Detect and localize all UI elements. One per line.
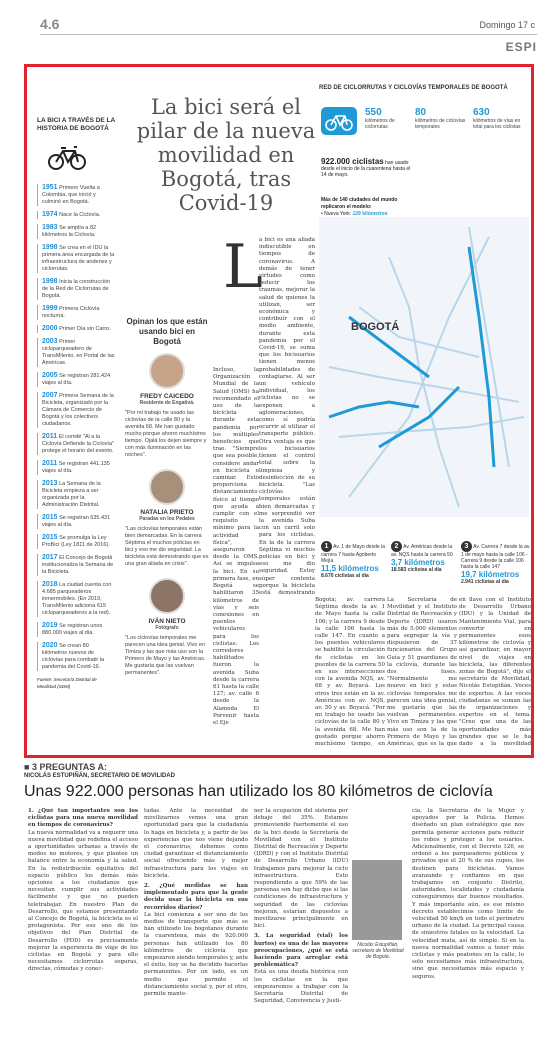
answer: La bici comienza a ser uno de los medios de transporte que más se han utilizado los bogotanos durante la cuarentena, más de 920.000 personas han utilizado los 80 kilómetros de ciclovía que empezaron siendo temporales y, ante el éxito, hoy se ha decidido hacerlas permanentes. Por un lado, es un medio que permite el distanciamiento social y, por el otro, permite mante-	[144, 911, 248, 998]
article-column-2: Incluso, la Organización Mundial de la Salud (OMS) ha recomendado el uso de la bicicleta durante esta pandemia por los múltiples beneficios que trae. "Siempre que sea posible, considere andar en bicicleta o caminar. Esto proporciona distanciamiento físico al tiempo que ayuda a cumplir con el requisito mínimo para la actividad física", aseguraron desde la OMS. Así se impulsa la bici. En su primera fase, en Bogotá se habilitaron 35 kilómetros de vías y seis conexiones en puentes vehiculares para los ciclistas. Los corredores habilitados fueron la avenida Suba desde la carrera 61 hasta la calle 127; av. calle 6 desde la Alameda El Porvenir hasta el Eje	[213, 367, 259, 726]
event-year: 2000	[42, 325, 58, 332]
event-text: Primera Semana de la Bicicleta, organizado por la Cámara de Comercio de Bogotá y los colectivos ciudadanos.	[42, 393, 114, 427]
timeline-event	[37, 278, 115, 300]
article-column-1: a bici es una aliada indiscutible en tiempos de coronavirus. A demás de tener virtudes como reducir los traumas, mejorar la salud de quienes la utilizan, ser económica y contribuir con el medio ambiente, durante esta pandemia por el Covid-19, se suma que los bicisuarios tienen menos probabilidades de contagiarse. Al ser un vehículo individual, los ciclistas no se exponen a aglomeraciones, como sí podría ocurrir al utilizar el transporte público. Otra ventaja es que los bicisuarios tienen el control total sobre la limpieza y desinfección de su bicicleta. "Las ciclovías temporales están bien demarcadas y me sorprendió ver la avenida Suba con un carril solo para los ciclistas. En la de la carrera Séptima vi muchos policías en bici y eso me dio seguridad. Estoy súper contenta porque la bicicleta está demostrando	[259, 237, 315, 596]
timeline-event	[37, 325, 115, 333]
feature-title: La bici será el pilar de la nueva movilidad en Bogotá, tras Covid-19	[136, 95, 316, 215]
route-callout: 2 Av. Américas desde la av. NQS hasta la carrera 50 3,7 kilómetros 18.583 ciclistas al día	[391, 543, 453, 573]
route-callout: 3 Av. Carrera 7 desde la av. 1 de mayo hasta la calle 106 - Carrera 9 desde la calle 106 hasta la calle 147 19,7 kilómetros 2.941 ciclistas al día	[461, 543, 531, 585]
interview-byline: NICOLÁS ESTUPIÑÁN, SECRETARIO DE MOVILIDAD	[24, 773, 175, 779]
event-text: El comité "Al a la Ciclovía Defiende la Ciclovía" protege el horario del evento.	[42, 434, 114, 454]
event-year: 1999	[42, 305, 58, 312]
event-year: 2017	[42, 554, 58, 561]
timeline-event	[37, 244, 115, 273]
section-name: ESPI	[505, 40, 537, 54]
page-number: 4.6	[40, 16, 60, 32]
person-name: IVÁN NIETO	[148, 618, 186, 625]
question: 3. La seguridad (vial) los hurtos) es una de las mayores preocupaciones, ¿qué se está haciendo para arreglar está problemática?	[254, 933, 348, 969]
answer: tadas. Ante la necesidad de movilizarnos vemos una gran oportunidad para que la ciudadanía lo haga en bicicleta y, a partir de las experiencias que nos viene dejando el coronavirus, debemos como ciudad garantizar el distanciamiento social ofreciendo más y mejor infraestructura para los viajes en bicicleta.	[144, 808, 248, 879]
interview-kicker: ■ 3 PREGUNTAS A:	[24, 762, 107, 772]
event-year: 2003	[42, 338, 58, 345]
route-callout: 1 Av. 1 de Mayo desde la carrera 7 hasta Agoberto Mejía 11,5 kilómetros 8.670 ciclistas al día	[321, 543, 385, 579]
interview-section	[24, 762, 536, 801]
interview-column-4: cia, la Secretaría de la Mujer y apoyados por la Policía. Hemos diseñado un plan estratégico que nos permita generar acciones para reducir los robos y proteger a los usuarios. Adicionalmente, con el Decreto 126, se ordenó a los parqueaderos públicos y privados que el 20 % de sus cupos, los destinen para bicicletas. Vamos avanzando y confiamos en que trabajamos en conjunto Distrito, autoridades, localidades y ciudadanía conseguiremos dar buenos resultados. Y más importante aún, es ese mismo decreto establecimos como límite de velocidad 50 km/h en todo el perímetro urbano de la ciudad. La principal causa de siniestros fatales es la velocidad. La velocidad mata, así de simple. Si en la nueva normalidad vamos a tener más ciclistas y más peatones en la calle, lo solo necesitamos más infraestructura, sino que necesitamos más espacio y seguros.	[412, 808, 524, 980]
timeline-event	[37, 211, 115, 219]
event-year: 1998	[42, 278, 58, 285]
article-column-5: en llave con el Instituto de Desarrollo Urbano (IDU) y la Unidad de Mantenimiento Vial, para convertir en permanentes esos kilómetros de ciclovía y así garantizar, en mayor nivel de viajes en bicicleta, las diferentes zonas de Bogotá", dijo el secretario de Movilidad, Nicolás Estupiñán. Voces de expertos. A las voces ciudadanas se suman las de organizaciones y expertos en el tema. "Creo que una de las oportunidades más grandes que se le ha dado a la movilidad	[459, 597, 531, 747]
question: 1. ¿Qué tan importantes son los ciclistas para una nueva movilidad en tiempos de coronavirus?	[28, 808, 138, 829]
interview-column-2	[144, 808, 248, 1042]
bogota-bike-map	[319, 217, 529, 517]
event-year: 1983	[42, 224, 58, 231]
event-year: 1998	[42, 244, 58, 251]
event-text: Primer cicloparqueadero de TransMilenio, en Portal de las Américas.	[42, 339, 115, 366]
event-text: Inicia la construcción de la Red de Ciclorrutas de Bogotá.	[42, 279, 111, 299]
person-quote: "Las ciclovías temporales están bien demarcadas. En la carrera Séptima el muchos policías en bici y eso me dio seguridad. La bicicleta está demostrando que es una gran aliada en crisis".	[125, 526, 209, 567]
event-year: 2013	[42, 480, 58, 487]
event-text: Se registran 441.135 viajes al día.	[42, 461, 110, 474]
timeline-event	[37, 642, 115, 671]
interview-column-1	[28, 808, 138, 1042]
compare-item: • París: 97 kilómetros	[321, 218, 371, 224]
timeline-event	[37, 224, 115, 239]
feature-story-frame	[24, 64, 534, 758]
photo-caption: Nicolás Estupiñán, secretario de Movilidad de Bogotá.	[352, 942, 404, 960]
event-text: Nace la Ciclovía.	[59, 212, 101, 218]
avatar	[149, 353, 185, 389]
event-text: El Concejo de Bogotá institucionaliza la Semana de la Bicicleta.	[42, 555, 114, 575]
page-header	[0, 0, 545, 60]
person-quote: "Los ciclovías temporales me parecen una idea genial. Vivo en Timiza y las que más uso son la Primero de Mayo y las Américas. Me gustaría que las vuelvan permanentes".	[125, 635, 206, 676]
drop-cap: L	[223, 232, 263, 302]
event-year: 2015	[42, 514, 58, 521]
avatar	[149, 578, 185, 614]
question: 2. ¿Qué medidas se han implementado para que la gente decida usar la bicicleta en sus recorridos diarios?	[144, 883, 248, 911]
event-text: La Semana de la Bicicleta empieza a ser organizada por la Administración Distrital.	[42, 481, 101, 508]
timeline-event	[37, 480, 115, 509]
timeline-event	[37, 460, 115, 475]
stat-temporales: 80 kilómetros de ciclovías temporales	[415, 107, 466, 130]
timeline-event	[37, 433, 115, 455]
opinion-item	[125, 353, 209, 459]
article-column-3: Bogotá; av. carrera Séptima desde la av. 1 de Mayo hasta la calle 106; y la carrera 9 desde la calle 106 hasta la calle 147. En cuanto a los puentes vehiculares se habilitó la circulación de ciclistas en los puentes de la carrera 50 en sus intersecciones con la avenida NQS, av. 68 y av. Boyacá. Los otros tres están en la av. Américas con av. NQS, av. 50 y av. Boyacá. "Por mi trabajo he usado las ciclovías de la calle 80 y la avenida 68. Me han gustado porque ahorro muchísimo tiempo, en	[315, 597, 385, 747]
person-role: Fotógrafo	[155, 625, 179, 631]
event-year: 2005	[42, 372, 58, 379]
avatar	[149, 469, 185, 505]
event-year: 2015	[42, 534, 58, 541]
person-role: Paradas en los Pedales	[139, 516, 195, 522]
opinion-item	[125, 578, 209, 677]
users-box	[321, 159, 411, 178]
stat-ciclorrutas: 550 kilómetros de ciclorrutas	[365, 107, 395, 130]
portrait-photo	[352, 860, 402, 940]
page-date: Domingo 17 c	[479, 20, 535, 30]
timeline-event	[37, 622, 115, 637]
event-text: Se crean 80 kilómetros nuevos de ciclovías para combatir la pandemia del Covid-19.	[42, 643, 105, 670]
opinions-box	[125, 317, 209, 677]
compare-heading: Más de 140 ciudades del mundo replicaron el modelo:	[321, 197, 398, 210]
timeline-event	[37, 534, 115, 549]
answer: ner la ocupación del sistema por debajo del 35%. Estamos promoviendo fuertemente el uso de la bici desde la Secretaría de Movilidad con el Instituto Distrital de Recreación y Deporte (IDRD) y con el Instituto Distrital de Desarrollo Urbano (IDU) trabajamos para mejorar la ciclo infraestructura. Esto respondiendo a que 59% de las personas son hay dicho que si las condiciones de infraestructura y seguridad de las ciclovías mejoran, estarían dispuestos a movilizarse principalmente en bici.	[254, 808, 348, 930]
timeline-events	[37, 184, 115, 671]
timeline-event	[37, 338, 115, 367]
event-text: Se registran 281.424 viajes al día.	[42, 373, 111, 386]
timeline-event	[37, 184, 115, 206]
timeline-event	[37, 554, 115, 576]
person-name: FREDY CAICEDO	[140, 393, 194, 400]
event-year: 2020	[42, 642, 58, 649]
users-count: 922.000 ciclistas	[321, 157, 384, 166]
timeline	[37, 117, 115, 690]
event-text: Primera Ciclovía nocturna.	[42, 306, 100, 319]
event-text: Primer Día sin Carro.	[59, 326, 111, 332]
timeline-event	[37, 305, 115, 320]
event-year: 2011	[42, 433, 58, 440]
event-year: 2019	[42, 622, 58, 629]
opinions-heading: Opinan los que están usando bici en Bogotá	[126, 317, 208, 346]
event-text: Primero Vuelta a Colombia, que inició y culminó en Bogotá.	[42, 185, 100, 205]
timeline-source: Fuente: Secretaría Distrital de Movilidad (SDM)	[37, 677, 97, 689]
person-role: Residente de Engativá.	[139, 400, 195, 406]
event-year: 1951	[42, 184, 58, 191]
answer: La nueva normalidad va a requerir una nueva movilidad que redefina el acceso a oportunidades urbanas a través de modos no motores, y que plantee un balance entre la economía y la salud. En la redistribución equitativa del espacio público los demás más opciones a los ciudadanos que necesitan cumplir sus actividades fácilmente y que no pueden teletrabajar. En nuestro Plan de Desarrollo, que estamos presentando al Concejo de Bogotá, la bicicleta es el protagonista. Por eso uno de los objetivos del Plan Distrital de Desarrollo (PDD) es precisamente mejorar la experiencia de viaje de los ciclistas en Bogotá y para ello necesitamos ciclorrutas seguras, directas, cómodas y conec-	[28, 829, 138, 973]
event-text: Se promulga la Ley ProBici (Ley 1811 de 2016).	[42, 535, 110, 548]
event-year: 2007	[42, 392, 58, 399]
timeline-event	[37, 581, 115, 617]
map-heading: RED DE CICLORRUTAS Y CICLOVÍAS TEMPORALES DE BOGOTÁ	[319, 85, 508, 91]
stat-total: 630 kilómetros de vías en total para los ciclistas	[473, 107, 521, 130]
header-rule	[40, 34, 537, 35]
interview-headline: Unas 922.000 personas han utilizado los 80 kilómetros de ciclovía	[24, 783, 493, 800]
timeline-event	[37, 372, 115, 387]
event-year: 2018	[42, 581, 58, 588]
event-year: 1974	[42, 211, 58, 218]
event-text: Se crea en el IDU la primera área encargada de la infraestructura de andenes y ciclorrutas.	[42, 245, 115, 272]
event-text: La ciudad cuenta con 4.685 parqueaderos inmermobiles. (En 2019, TransMilenio adiciona 615 cicloparqueaderos a la red).	[42, 582, 112, 616]
opinion-item	[125, 469, 209, 568]
users-note: han usado desde el inicio de la cuarentena hasta el 14 de mayo.	[321, 160, 411, 178]
article-column-4: La Secretaría de Movilidad y el Instituto Distrital de Recreación y Deporte (IDRD) usaron más de 5.000 elementos para segregar la vía y dispusieron de 37 funcionarios del Grupo Guía y 51 guardianes de la ciclovía, durante las dos fases. "Normalmente me muevo en bici y estas ciclovías temporales me parecen una idea genial, me gustaría que las vuelvan permanentes. Vivo en Timiza y las que más uso son la de la Primero de Mayo y las Américas, que es la que	[387, 597, 457, 747]
event-text: Se registran 635.431 viajes al día.	[42, 515, 111, 528]
interview-column-3	[254, 808, 348, 1042]
answer: Está es una deuda histórica con los ciclistas en la que empezaremos a trabajar con la Secretaría Distrital de Seguridad, Convivencia y Justi-	[254, 969, 348, 1005]
event-text: Se amplía a 82 kilómetros la Ciclovía.	[42, 225, 97, 238]
compare-item: • Nueva York: 129 kilómetros	[321, 211, 388, 217]
bicycle-icon	[47, 143, 87, 171]
map-city-label: BOGOTÁ	[351, 321, 400, 333]
person-quote: "Por mi trabajo he usado las ciclovías de la calle 80 y la avenida 68. Me han gustado mucho porque ahorro muchísimo tiempo. Ojalá los dejen siempre y con más iluminación en las noches".	[125, 410, 207, 458]
person-name: NATALIA PRIETO	[140, 509, 194, 516]
timeline-event	[37, 514, 115, 529]
timeline-event	[37, 392, 115, 428]
bicycle-icon	[321, 107, 357, 135]
compare-item: • Lima: 301 kilómetros	[321, 225, 373, 231]
event-year: 2011	[42, 460, 58, 467]
event-text: Se registran unos 880.000 viajes al día.	[42, 623, 103, 636]
timeline-heading: LA BICI A TRAVÉS DE LA HISTORIA DE BOGOTÁ	[37, 117, 115, 132]
